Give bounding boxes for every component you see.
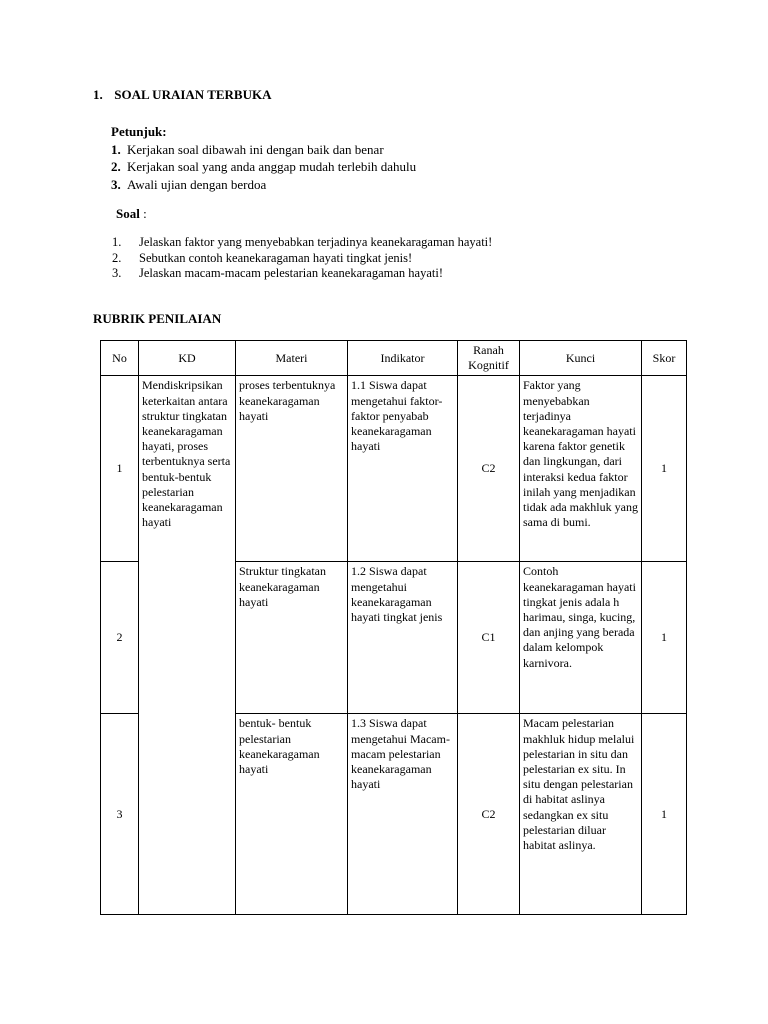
rubric-table [100,340,687,915]
cell-ranah: C2 [458,714,520,915]
section-number: 1. [93,87,103,102]
questions-label [116,206,147,222]
header-ranah-kognitif [458,341,520,376]
header-skor: Skor [642,341,687,376]
instruction-text: Awali ujian dengan berdoa [127,176,267,192]
question-number: 1. [112,235,122,249]
instruction-item [111,158,416,176]
header-materi: Materi [236,341,348,376]
instruction-item [111,141,416,159]
instruction-number: 3. [111,176,121,192]
instruction-text: Kerjakan soal yang anda anggap mudah terlebih dahulu [127,159,417,174]
question-item [112,235,492,251]
cell-ranah: C1 [458,562,520,714]
cell-indikator: 1.1 Siswa dapat mengetahui faktor-faktor penyabab keanekaragaman hayati [348,376,458,562]
questions-label-suffix: : [139,206,147,221]
header-ranah-line2: Kognitif [468,358,509,373]
instructions-block [111,123,416,193]
cell-indikator: 1.2 Siswa dapat mengetahui keanekaragaman hayati tingkat jenis [348,562,458,714]
question-item [112,266,492,282]
question-number: 2. [112,250,122,265]
instructions-label: Petunjuk: [111,124,167,139]
cell-skor: 1 [642,562,687,714]
instruction-number: 1. [111,141,121,157]
cell-kunci: Macam pelestarian makhluk hidup melalui pelestarian in situ dan pelestarian ex situ. In situ dengan pelestarian di habitat aslinya sedangkan ex situ pelestarian diluar habitat aslinya. [520,714,642,915]
cell-skor: 1 [642,376,687,562]
question-text: Jelaskan faktor yang menyebabkan terjadinya keanekaragaman hayati! [139,235,493,249]
question-item [112,251,492,267]
cell-no: 3 [101,714,139,915]
cell-materi: proses terbentuknya keanekaragaman hayati [236,376,348,562]
cell-skor: 1 [642,714,687,915]
instruction-item [111,176,416,194]
cell-materi: Struktur tingkatan keanekaragaman hayati [236,562,348,714]
section-title: SOAL URAIAN TERBUKA [114,87,272,102]
question-number: 3. [112,266,122,280]
question-text: Sebutkan contoh keanekaragaman hayati tingkat jenis! [139,250,413,265]
cell-no: 2 [101,562,139,714]
questions-label-text: Soal [116,206,140,221]
instruction-number: 2. [111,159,121,174]
question-list [112,235,492,282]
header-indikator: Indikator [348,341,458,376]
section-heading [93,87,272,103]
cell-kunci: Faktor yang menyebabkan terjadinya keanekaragaman hayati karena faktor genetik dan lingkungan, dari interaksi kedua faktor inilah yang menjadikan tidak ada makhluk yang sama di bumi. [520,376,642,562]
header-kunci: Kunci [520,341,642,376]
header-ranah-line1: Ranah [473,343,504,357]
rubric-header-row [101,341,687,376]
table-row [101,376,687,562]
rubric-title: RUBRIK PENILAIAN [93,311,222,326]
cell-kunci: Contoh keanekaragaman hayati tingkat jenis adala h harimau, singa, kucing, dan anjing yang berada dalam kelompok karnivora. [520,562,642,714]
question-text: Jelaskan macam-macam pelestarian keanekaragaman hayati! [139,266,444,280]
cell-indikator: 1.3 Siswa dapat mengetahui Macam-macam pelestarian keanekaragaman hayati [348,714,458,915]
instruction-text: Kerjakan soal dibawah ini dengan baik dan benar [127,141,384,157]
header-no: No [101,341,139,376]
cell-materi: bentuk- bentuk pelestarian keanekaragaman hayati [236,714,348,915]
header-kd: KD [139,341,236,376]
cell-no: 1 [101,376,139,562]
cell-ranah: C2 [458,376,520,562]
cell-kd: Mendiskripsikan keterkaitan antara struktur tingkatan keanekaragaman hayati, proses terbentuknya serta bentuk-bentuk pelestarian keanekaragaman hayati [139,376,236,915]
